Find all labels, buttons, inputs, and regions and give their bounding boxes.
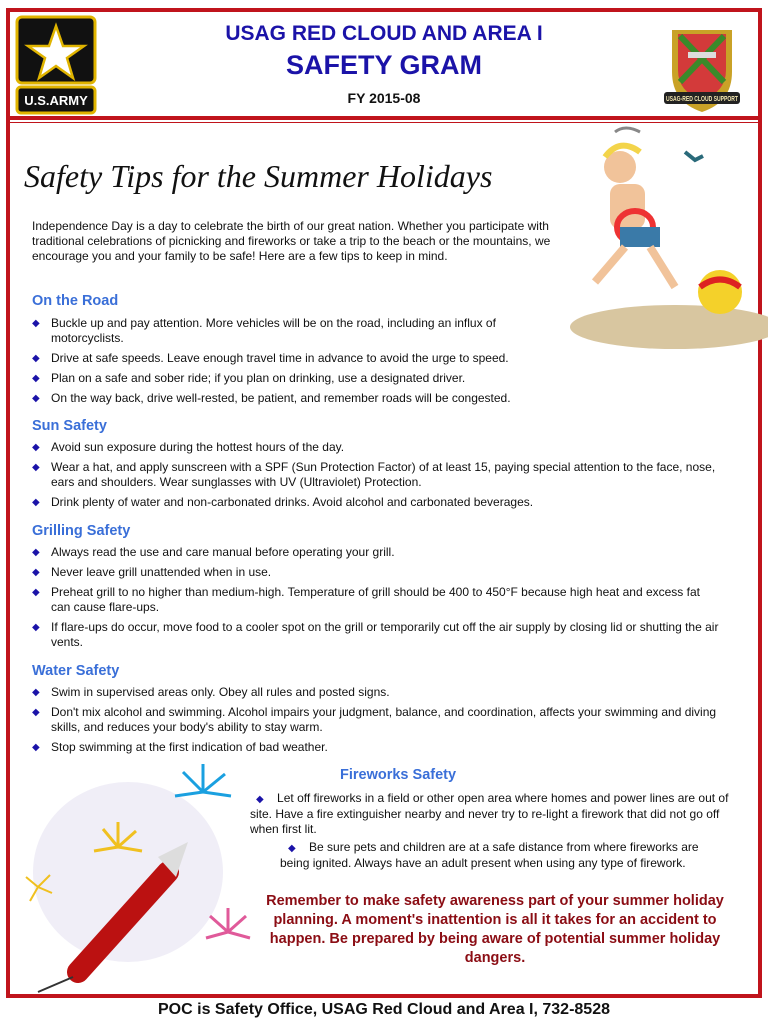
list-item: ◆ Always read the use and care manual before operating your grill. xyxy=(32,545,395,559)
bullet-icon: ◆ xyxy=(32,547,40,558)
crest-text: USAG-RED CLOUD SUPPORT xyxy=(666,96,739,103)
beach-runner-illustration xyxy=(565,122,760,352)
fireworks-illustration xyxy=(18,762,258,987)
section-heading-road: On the Road xyxy=(32,293,119,309)
bullet-icon: ◆ xyxy=(288,843,296,854)
page-title: Safety Tips for the Summer Holidays xyxy=(24,158,493,194)
list-item: ◆ Avoid sun exposure during the hottest hours of the day. xyxy=(32,440,345,454)
list-item: ◆ Wear a hat, and apply sunscreen with a SPF (Sun Protection Factor) of at least 15, paying special attention to the face, nose, ears and shoulders. Wear sunglasses with UV (Ultraviolet) Protection. xyxy=(32,460,716,489)
bullet-icon: ◆ xyxy=(256,794,264,805)
list-item: ◆ Drink plenty of water and non-carbonated drinks. Avoid alcohol and carbonated beverages. xyxy=(32,495,534,509)
footer-poc: POC is Safety Office, USAG Red Cloud and Area I, 732-8528 xyxy=(158,1001,610,1018)
army-logo-text: U.S.ARMY xyxy=(24,93,88,108)
list-item: ◆ Never leave grill unattended when in use. xyxy=(32,565,272,579)
road-tips-list xyxy=(32,316,557,411)
bullet-icon: ◆ xyxy=(32,393,40,404)
fireworks-tip-1: ◆ Let off fireworks in a field or other open area where homes and power lines are out of site. Have a fire extinguisher nearby and never try to re-light a firework that did not go off when first lit. xyxy=(250,791,729,836)
bullet-icon: ◆ xyxy=(32,318,40,329)
list-item: ◆ Drive at safe speeds. Leave enough travel time in advance to avoid the urge to speed. xyxy=(32,351,509,365)
bullet-icon: ◆ xyxy=(32,353,40,364)
bullet-icon: ◆ xyxy=(32,497,40,508)
gram-title: SAFETY GRAM xyxy=(285,50,482,80)
list-item: ◆ Swim in supervised areas only. Obey all rules and posted signs. xyxy=(32,685,390,699)
issue-number: FY 2015-08 xyxy=(347,90,421,106)
section-heading-sun: Sun Safety xyxy=(32,418,107,434)
bullet-icon: ◆ xyxy=(32,707,40,718)
bullet-icon: ◆ xyxy=(32,742,40,753)
list-item: ◆ Plan on a safe and sober ride; if you plan on drinking, use a designated driver. xyxy=(32,371,466,385)
list-item: ◆ Stop swimming at the first indication of bad weather. xyxy=(32,740,328,754)
list-item: ◆ Don't mix alcohol and swimming. Alcohol impairs your judgment, balance, and coordination, affects your swimming and diving skills, and reduces your body's ability to stay warm. xyxy=(32,705,717,734)
bullet-icon: ◆ xyxy=(32,687,40,698)
bullet-icon: ◆ xyxy=(32,622,40,633)
section-heading-fireworks: Fireworks Safety xyxy=(340,767,457,783)
fireworks-tip-2: ◆ Be sure pets and children are at a safe distance from where fireworks are being ignited. Always have an adult present when using any type of firework. xyxy=(280,840,699,870)
grilling-tips-list xyxy=(32,545,722,655)
bullet-icon: ◆ xyxy=(32,462,40,473)
bullet-icon: ◆ xyxy=(32,373,40,384)
list-item: ◆ Preheat grill to no higher than medium-high. Temperature of grill should be 400 to 450°F because high heat and excess fat can cause flare-ups. xyxy=(32,585,700,614)
org-name: USAG RED CLOUD AND AREA I xyxy=(225,22,543,45)
section-heading-grilling: Grilling Safety xyxy=(32,523,131,539)
safety-reminder: Remember to make safety awareness part of your summer holiday planning. A moment's inattention is all it takes for an accident to happen. Be prepared by being aware of potential summer holiday dangers. xyxy=(266,893,724,966)
bullet-icon: ◆ xyxy=(32,567,40,578)
bullet-icon: ◆ xyxy=(32,442,40,453)
list-item: ◆ Buckle up and pay attention. More vehicles will be on the road, including an influx of motorcyclists. xyxy=(32,316,496,345)
bullet-icon: ◆ xyxy=(32,587,40,598)
water-tips-list xyxy=(32,685,722,760)
header-divider xyxy=(6,116,762,120)
list-item: ◆ If flare-ups do occur, move food to a cooler spot on the grill or temporarily cut off the air supply by closing lid or shutting the air vents. xyxy=(32,620,719,649)
intro-paragraph: Independence Day is a day to celebrate the birth of our great nation. Whether you participate with traditional celebrations of picnicking and fireworks or take a trip to the beach or the mountains, we encourage you and your family to be safe! Here are a few tips to keep in mind. xyxy=(32,219,551,263)
section-heading-water: Water Safety xyxy=(32,663,120,679)
list-item: ◆ On the way back, drive well-rested, be patient, and remember roads will be congested. xyxy=(32,391,511,405)
sun-tips-list xyxy=(32,440,722,515)
